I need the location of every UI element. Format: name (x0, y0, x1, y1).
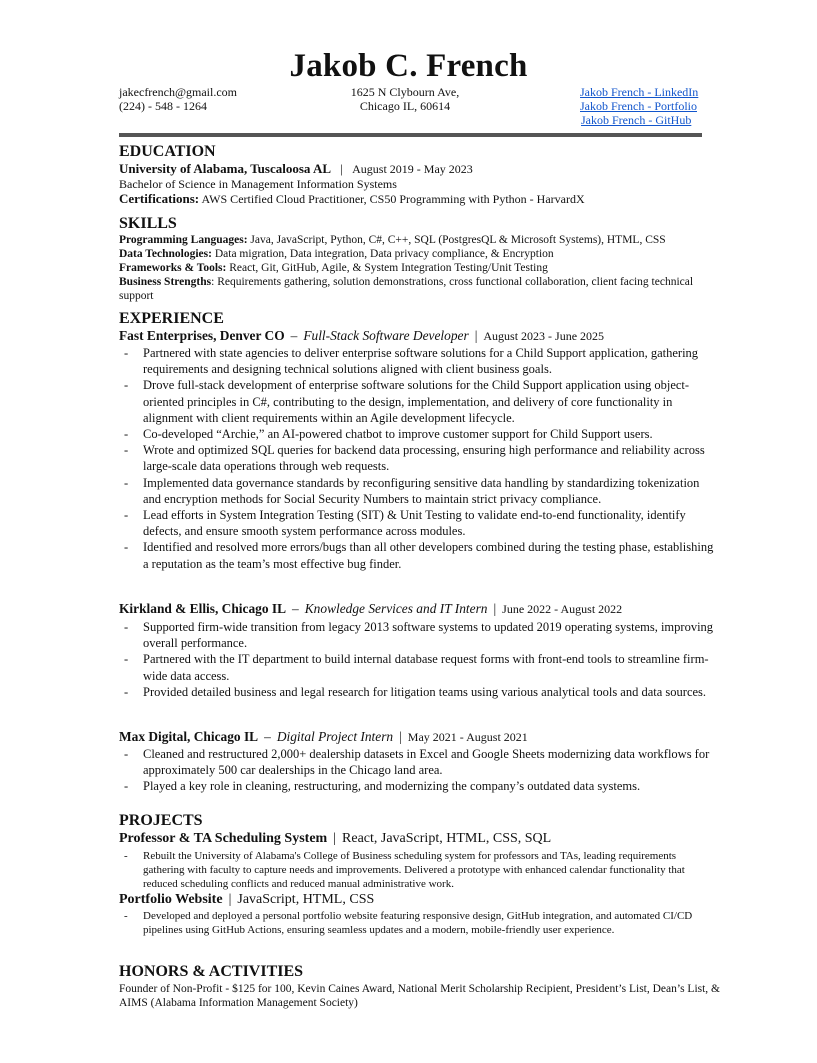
skill-line (119, 247, 554, 261)
project-name: Portfolio Website (119, 892, 223, 907)
project-bullets (119, 849, 719, 891)
job-bar: | (493, 601, 497, 616)
list-item (119, 345, 719, 377)
company-name: Fast Enterprises, Denver CO (119, 328, 285, 343)
bullet-text: Cleaned and restructured 2,000+ dealership datasets in Excel and Google Sheets modernizing data workflows for approximately 500 car dealerships in the Chicago land area. (143, 747, 710, 778)
list-item (119, 426, 719, 442)
skills-heading: SKILLS (119, 215, 177, 232)
bullet-dash: - (124, 508, 129, 523)
address-line-2: Chicago IL, 60614 (359, 99, 451, 113)
skill-label: Frameworks & Tools: (119, 262, 227, 274)
company-name: Kirkland & Ellis, Chicago IL (119, 601, 287, 616)
list-item (119, 442, 719, 474)
job-dates: June 2022 - August 2022 (502, 602, 623, 616)
project-bar: | (333, 831, 337, 846)
email-text: jakecfrench@gmail.com (119, 85, 237, 99)
list-item (119, 651, 719, 683)
bullet-text: Drove full-stack development of enterprise software solutions for the Child Support application using object-oriented principles in C#, contributing to the design, implementation, and delivery of core functionality in alignment with client requirements within an Agile development lifecycle. (143, 378, 690, 425)
bullet-text: Rebuilt the University of Alabama's College of Business scheduling system for professors and TAs, leading requirements gathering with faculty to capture needs and improvements. Delivered a prototype with enhanced calendar functionality that reduced scheduling conflicts and reduced manual administrative work. (143, 850, 685, 890)
education-heading: EDUCATION (119, 143, 216, 160)
job-role: Digital Project Intern (276, 729, 394, 744)
candidate-name: Jakob C. French (289, 48, 528, 84)
honors-text: Founder of Non-Profit - $125 for 100, Kevin Caines Award, National Merit Scholarship Recipient, President’s List, Dean’s List, & AIMS (Alabama Information Management Society) (119, 983, 721, 1009)
skill-value: support (119, 290, 154, 302)
project-bar: | (228, 892, 232, 907)
job-bullets (119, 345, 719, 572)
bullet-text: Supported firm-wide transition from legacy 2013 software systems to updated 2019 operating systems, improving overall performance. (143, 620, 714, 651)
job-bar: | (474, 328, 478, 343)
bullet-text: Implemented data governance standards by reconfiguring sensitive data handling by standardizing tokenization and encryption methods for Social Security Numbers to maintain strict privacy compliance. (143, 475, 700, 506)
profile-links (580, 85, 698, 127)
bullet-text: Partnered with state agencies to deliver enterprise software solutions for a Child Support application, gathering requirements and designing technical solutions aligned with client business goals. (143, 346, 699, 377)
job-dash: – (290, 328, 298, 343)
list-item (119, 849, 719, 891)
skill-line (119, 275, 693, 289)
skill-value: Java, JavaScript, Python, C#, C++, SQL (PostgresQL & Microsoft Systems), HTML, CSS (247, 234, 666, 246)
projects-heading: PROJECTS (119, 812, 203, 829)
header-divider (119, 133, 702, 137)
job-header (119, 328, 604, 344)
bullet-dash: - (124, 652, 129, 667)
degree-text: Bachelor of Science in Management Information Systems (119, 177, 397, 191)
bullet-text: Provided detailed business and legal research for litigation teams using various analytical tools and data sources. (143, 684, 707, 699)
bullet-dash: - (124, 475, 129, 490)
list-item (119, 909, 719, 937)
education-dates: August 2019 - May 2023 (352, 162, 473, 176)
job-header (119, 729, 528, 745)
job-dates: May 2021 - August 2021 (407, 730, 528, 744)
bullet-dash: - (124, 684, 129, 699)
bullet-text: Wrote and optimized SQL queries for backend data processing, ensuring high performance and reliability across large-scale data operations through web requests. (143, 443, 705, 474)
job-bullets (119, 619, 719, 700)
certifications-line (119, 192, 585, 206)
school-name: University of Alabama, Tuscaloosa AL (119, 161, 332, 176)
skill-value: React, Git, GitHub, Agile, & System Integration Testing/Unit Testing (226, 262, 548, 274)
bullet-dash: - (124, 779, 129, 794)
bullet-dash: - (124, 747, 129, 761)
project-tech: React, JavaScript, HTML, CSS, SQL (342, 831, 552, 846)
portfolio-link[interactable]: Jakob French - Portfolio (580, 99, 697, 113)
list-item (119, 539, 719, 571)
bullet-dash: - (124, 427, 129, 442)
bullet-dash: - (124, 540, 129, 555)
experience-heading: EXPERIENCE (119, 310, 224, 327)
phone-text: (224) - 548 - 1264 (119, 99, 207, 113)
job-header (119, 601, 622, 617)
list-item (119, 507, 719, 539)
job-bullets (119, 746, 719, 795)
skill-line (119, 289, 154, 303)
education-school-line (119, 162, 473, 176)
bullet-dash: - (124, 378, 129, 393)
list-item (119, 377, 719, 426)
job-role: Full-Stack Software Developer (303, 328, 469, 343)
project-tech: JavaScript, HTML, CSS (237, 892, 375, 907)
skill-label: Data Technologies: (119, 248, 212, 260)
bullet-dash: - (124, 910, 128, 922)
list-item (119, 475, 719, 507)
bullet-dash: - (124, 443, 129, 458)
list-item (119, 684, 719, 700)
bullet-text: Identified and resolved more errors/bugs than all other developers combined during the testing phase, establishing a reputation as the team’s most effective bug finder. (143, 540, 714, 571)
job-dates: August 2023 - June 2025 (483, 329, 605, 343)
education-separator: | (340, 161, 343, 176)
bullet-text: Co-developed “Archie,” an AI-powered chatbot to improve customer support for Child Support users. (143, 427, 653, 442)
address-block (330, 85, 480, 113)
bullet-text: Played a key role in cleaning, restructuring, and modernizing the company’s outdated data systems. (143, 779, 641, 794)
linkedin-link[interactable]: Jakob French - LinkedIn (580, 85, 699, 99)
bullet-text: Lead efforts in System Integration Testing (SIT) & Unit Testing to validate end-to-end functionality, identify defects, and ensure smooth system performance across modules. (143, 508, 686, 539)
job-role: Knowledge Services and IT Intern (304, 601, 488, 616)
project-header (119, 831, 551, 847)
skill-line (119, 233, 666, 247)
bullet-text: Developed and deployed a personal portfolio website featuring responsive design, GitHub integration, and automated CI/CD pipelines using GitHub Actions, ensuring seamless updates and a modern, mobile-friendly user experience. (143, 910, 693, 936)
list-item (119, 778, 719, 794)
job-dash: – (264, 729, 271, 744)
job-bar: | (399, 729, 402, 744)
company-name: Max Digital, Chicago IL (119, 729, 259, 744)
bullet-dash: - (124, 620, 129, 634)
bullet-text: Partnered with the IT department to build internal database request forms with front-end tools to streamline firm-wide data access. (143, 652, 709, 683)
skill-label: Business Strengths (119, 276, 212, 288)
github-link[interactable]: Jakob French - GitHub (581, 113, 692, 127)
bullet-dash: - (124, 346, 129, 360)
certifications-label: Certifications: (119, 191, 200, 206)
honors-heading: HONORS & ACTIVITIES (119, 963, 304, 980)
address-line-1: 1625 N Clybourn Ave, (350, 85, 460, 99)
skill-line (119, 261, 548, 275)
project-bullets (119, 909, 719, 937)
bullet-dash: - (124, 850, 128, 862)
contact-info (119, 85, 237, 113)
list-item (119, 619, 719, 651)
job-dash: – (292, 601, 299, 616)
skill-value: : Requirements gathering, solution demonstrations, cross functional collaboration, client facing technical (211, 276, 694, 288)
project-name: Professor & TA Scheduling System (119, 831, 328, 846)
certifications-value: AWS Certified Cloud Practitioner, CS50 Programming with Python - HarvardX (199, 192, 585, 206)
skill-label: Programming Languages: (119, 234, 248, 246)
project-header (119, 892, 374, 908)
list-item (119, 746, 719, 778)
skill-value: Data migration, Data integration, Data privacy compliance, & Encryption (211, 248, 554, 260)
